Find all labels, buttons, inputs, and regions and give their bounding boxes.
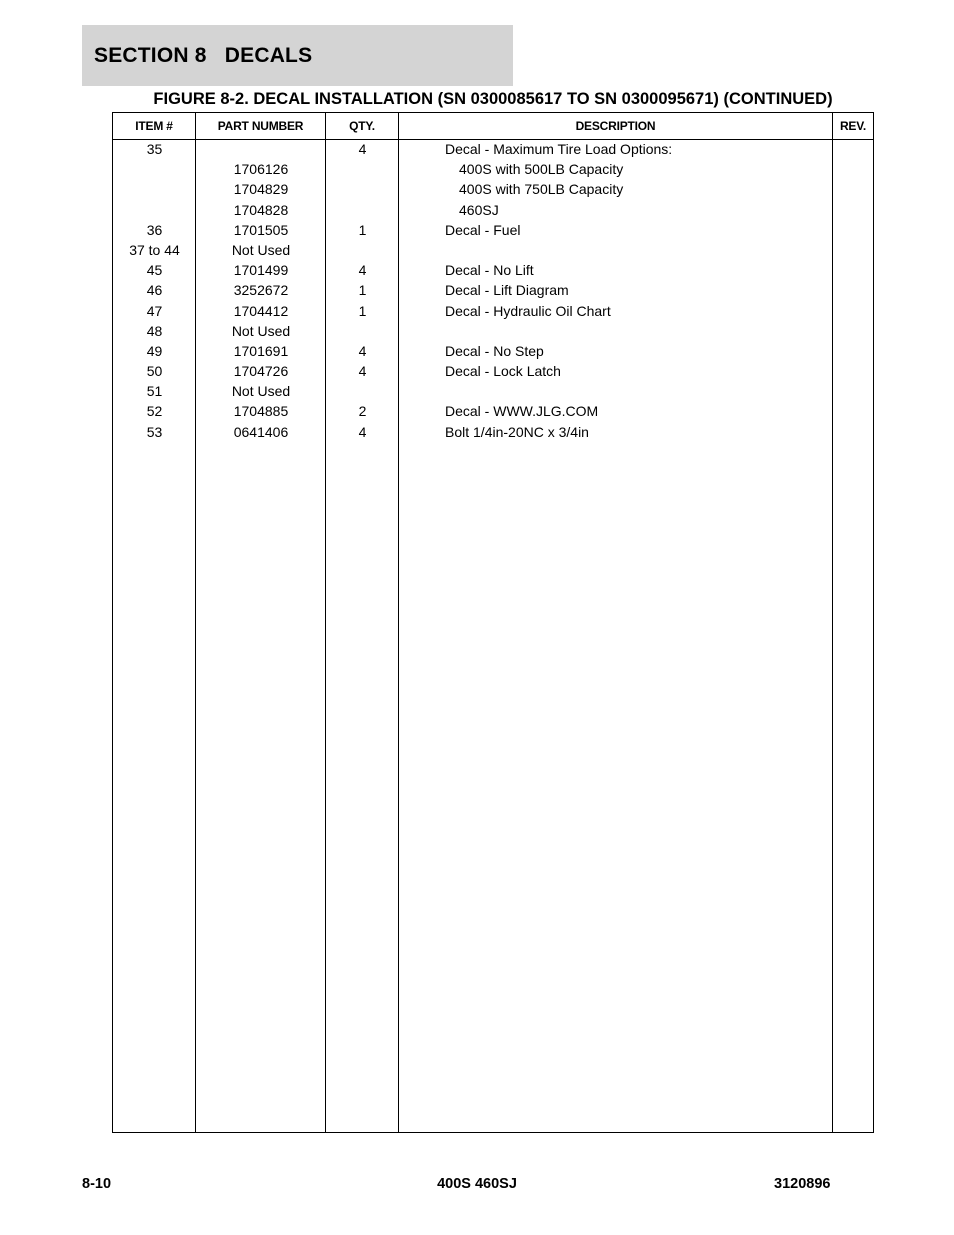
item-cell: 51 (146, 383, 163, 400)
item-cell: 46 (146, 282, 163, 299)
table-row (113, 423, 873, 443)
table-row (113, 261, 873, 281)
part-number-cell: 0641406 (233, 423, 289, 440)
description-cell: Decal - WWW.JLG.COM (445, 403, 599, 420)
part-number-cell: Not Used (231, 322, 291, 339)
item-cell: 35 (146, 141, 163, 157)
table-row (113, 241, 873, 261)
table-row (113, 402, 873, 422)
header-part-number: PART NUMBER (217, 119, 304, 133)
qty-cell: 1 (358, 221, 367, 238)
page-number: 8-10 (82, 1176, 112, 1192)
part-number-cell: Not Used (231, 383, 291, 400)
description-cell: 400S with 750LB Capacity (459, 181, 624, 198)
table-row (113, 382, 873, 402)
qty-cell: 4 (358, 363, 367, 380)
qty-cell: 1 (358, 302, 367, 319)
item-cell: 37 to 44 (129, 241, 180, 258)
header-description: DESCRIPTION (575, 119, 656, 133)
description-cell: Decal - Hydraulic Oil Chart (445, 302, 611, 319)
description-cell: Decal - No Lift (445, 262, 534, 279)
table-row (113, 201, 873, 221)
table-row (113, 362, 873, 382)
document-number: 3120896 (774, 1176, 831, 1192)
description-cell: Decal - Fuel (445, 221, 521, 238)
description-cell: Decal - Maximum Tire Load Options: (445, 141, 673, 157)
parts-table (112, 112, 874, 1133)
description-cell: Decal - No Step (445, 342, 544, 359)
part-number-cell: 1704829 (233, 181, 289, 198)
table-row (113, 160, 873, 180)
item-cell: 50 (146, 363, 163, 380)
qty-cell: 4 (358, 423, 367, 440)
description-cell: 460SJ (459, 201, 499, 218)
figure-title: FIGURE 8-2. DECAL INSTALLATION (SN 0300085617 TO SN 0300095671) (CONTINUED) (153, 90, 833, 108)
part-number-cell: 1701691 (233, 342, 289, 359)
model-name: 400S 460SJ (437, 1176, 517, 1192)
section-header (82, 25, 513, 86)
table-row (113, 221, 873, 241)
header-qty: QTY. (349, 119, 375, 133)
item-cell: 53 (146, 423, 163, 440)
header-rev: REV. (839, 119, 867, 133)
item-cell: 45 (146, 262, 163, 279)
item-cell: 49 (146, 342, 163, 359)
table-row (113, 281, 873, 301)
part-number-cell: Not Used (231, 241, 291, 258)
description-cell: 400S with 500LB Capacity (459, 161, 624, 178)
part-number-cell: 1701499 (233, 262, 289, 279)
qty-cell: 4 (358, 141, 367, 157)
table-row (113, 140, 873, 160)
part-number-cell: 1706126 (233, 161, 289, 178)
table-row (113, 342, 873, 362)
qty-cell: 1 (358, 282, 367, 299)
part-number-cell: 1704828 (233, 201, 289, 218)
table-header (113, 113, 873, 140)
header-item: ITEM # (135, 119, 173, 133)
table-body (113, 140, 873, 443)
table-row (113, 180, 873, 200)
description-cell: Bolt 1/4in-20NC x 3/4in (445, 423, 589, 440)
item-cell: 48 (146, 322, 163, 339)
part-number-cell: 1701505 (233, 221, 289, 238)
item-cell: 47 (146, 302, 163, 319)
table-row (113, 302, 873, 322)
item-cell: 52 (146, 403, 163, 420)
section-title: SECTION 8 DECALS (94, 43, 313, 67)
part-number-cell: 1704885 (233, 403, 289, 420)
description-cell: Decal - Lock Latch (445, 363, 561, 380)
description-cell: Decal - Lift Diagram (445, 282, 569, 299)
qty-cell: 2 (358, 403, 367, 420)
qty-cell: 4 (358, 342, 367, 359)
table-row (113, 322, 873, 342)
part-number-cell: 1704726 (233, 363, 289, 380)
part-number-cell: 1704412 (233, 302, 289, 319)
qty-cell: 4 (358, 262, 367, 279)
item-cell: 36 (146, 221, 163, 238)
part-number-cell: 3252672 (233, 282, 289, 299)
